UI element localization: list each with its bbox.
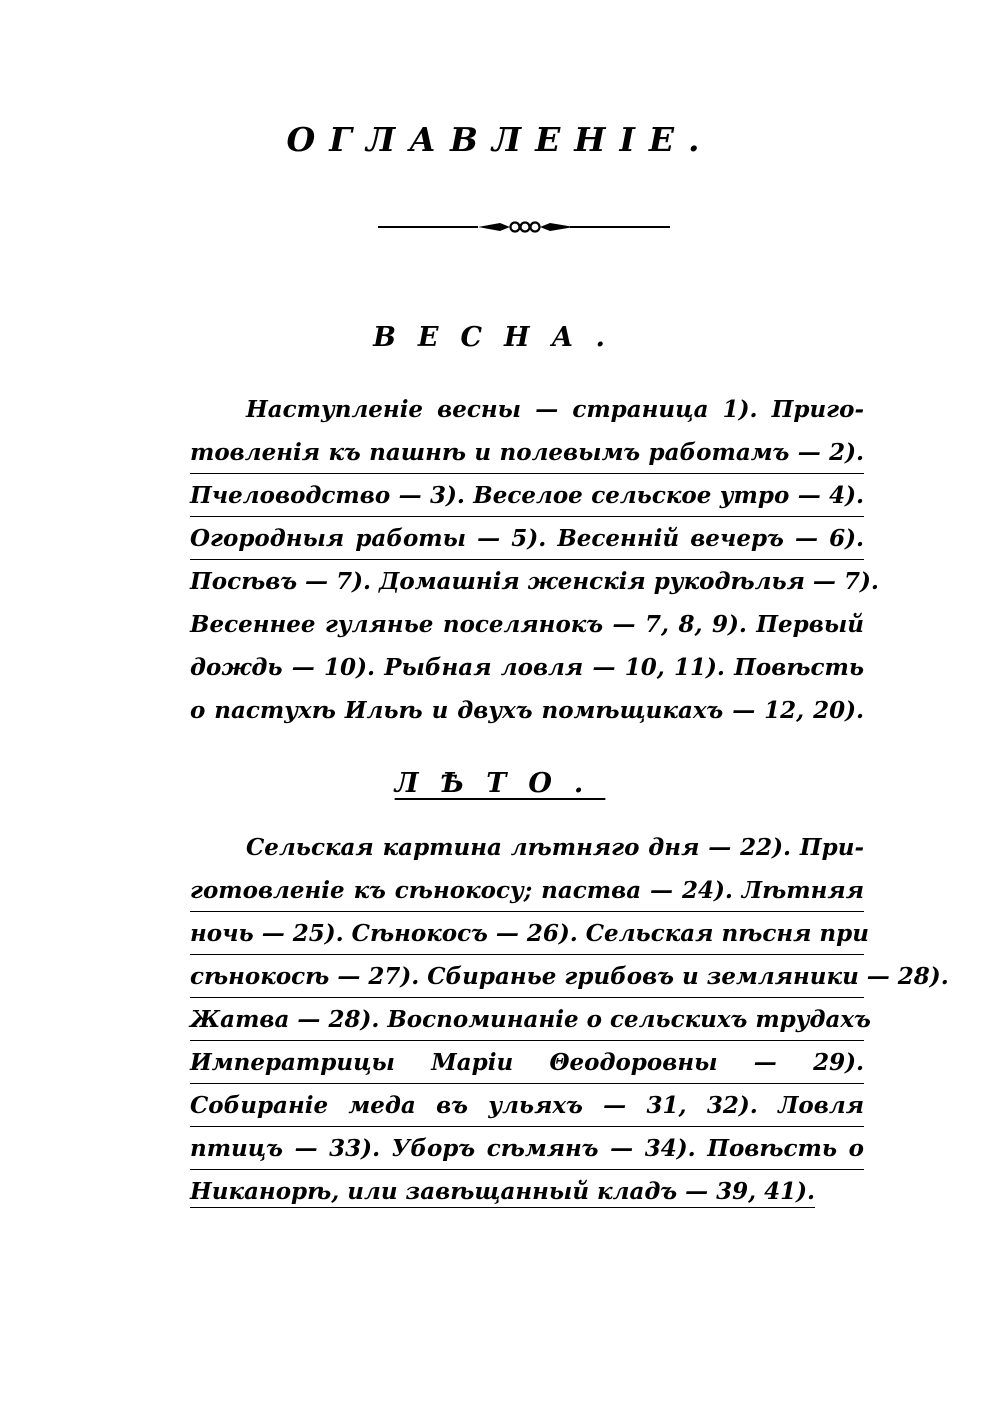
ornament-divider-icon: [378, 215, 670, 239]
toc-block-spring: [190, 388, 879, 732]
section-heading-spring: ВЕСНА.: [373, 322, 627, 353]
toc-line: сѣнокосѣ — 27). Сбиранье грибовъ и земляники — 28).: [190, 955, 864, 998]
page-title: ОГЛАВЛЕНIЕ.: [286, 120, 714, 159]
toc-line: Жатва — 28). Воспоминаніе о сельскихъ трудахъ: [190, 998, 864, 1041]
toc-line: Наступленіе весны — страница 1). Приго-: [246, 396, 864, 423]
toc-line-last-text: Никанорѣ, или завѣщанный кладъ — 39, 41).: [190, 1178, 815, 1208]
toc-line: Императрицы Маріи Θеодоровны — 29).: [190, 1041, 864, 1084]
toc-line: Пчеловодство — 3). Веселое сельское утро — 4).: [190, 474, 864, 517]
toc-block-summer: [190, 826, 949, 1213]
toc-line-last: [190, 1170, 864, 1213]
toc-line: птицъ — 33). Уборъ сѣмянъ — 34). Повѣсть о: [190, 1127, 864, 1170]
toc-line: о пастухѣ Ильѣ и двухъ помѣщикахъ — 12, 20).: [190, 697, 864, 724]
section-heading-summer: [0, 768, 1000, 799]
toc-line: Весеннее гулянье поселянокъ — 7, 8, 9). Первый: [190, 611, 864, 638]
toc-line: ночь — 25). Сѣнокосъ — 26). Сельская пѣсня при: [190, 912, 864, 955]
toc-line: Огородныя работы — 5). Весенній вечеръ — 6).: [190, 517, 864, 560]
toc-line: Сельская картина лѣтняго дня — 22). При-: [246, 834, 864, 861]
section-heading-summer-text: ЛѢТО.: [394, 768, 606, 799]
toc-line: дождь — 10). Рыбная ловля — 10, 11). Повѣсть: [190, 654, 864, 681]
toc-line: Собираніе меда въ ульяхъ — 31, 32). Ловля: [190, 1084, 864, 1127]
toc-line: готовленіе къ сѣнокосу; паства — 24). Лѣтняя: [190, 869, 864, 912]
toc-line: Посѣвъ — 7). Домашнія женскія рукодѣлья — 7).: [190, 568, 879, 595]
toc-line: товленія къ пашнѣ и полевымъ работамъ — 2).: [190, 431, 864, 474]
